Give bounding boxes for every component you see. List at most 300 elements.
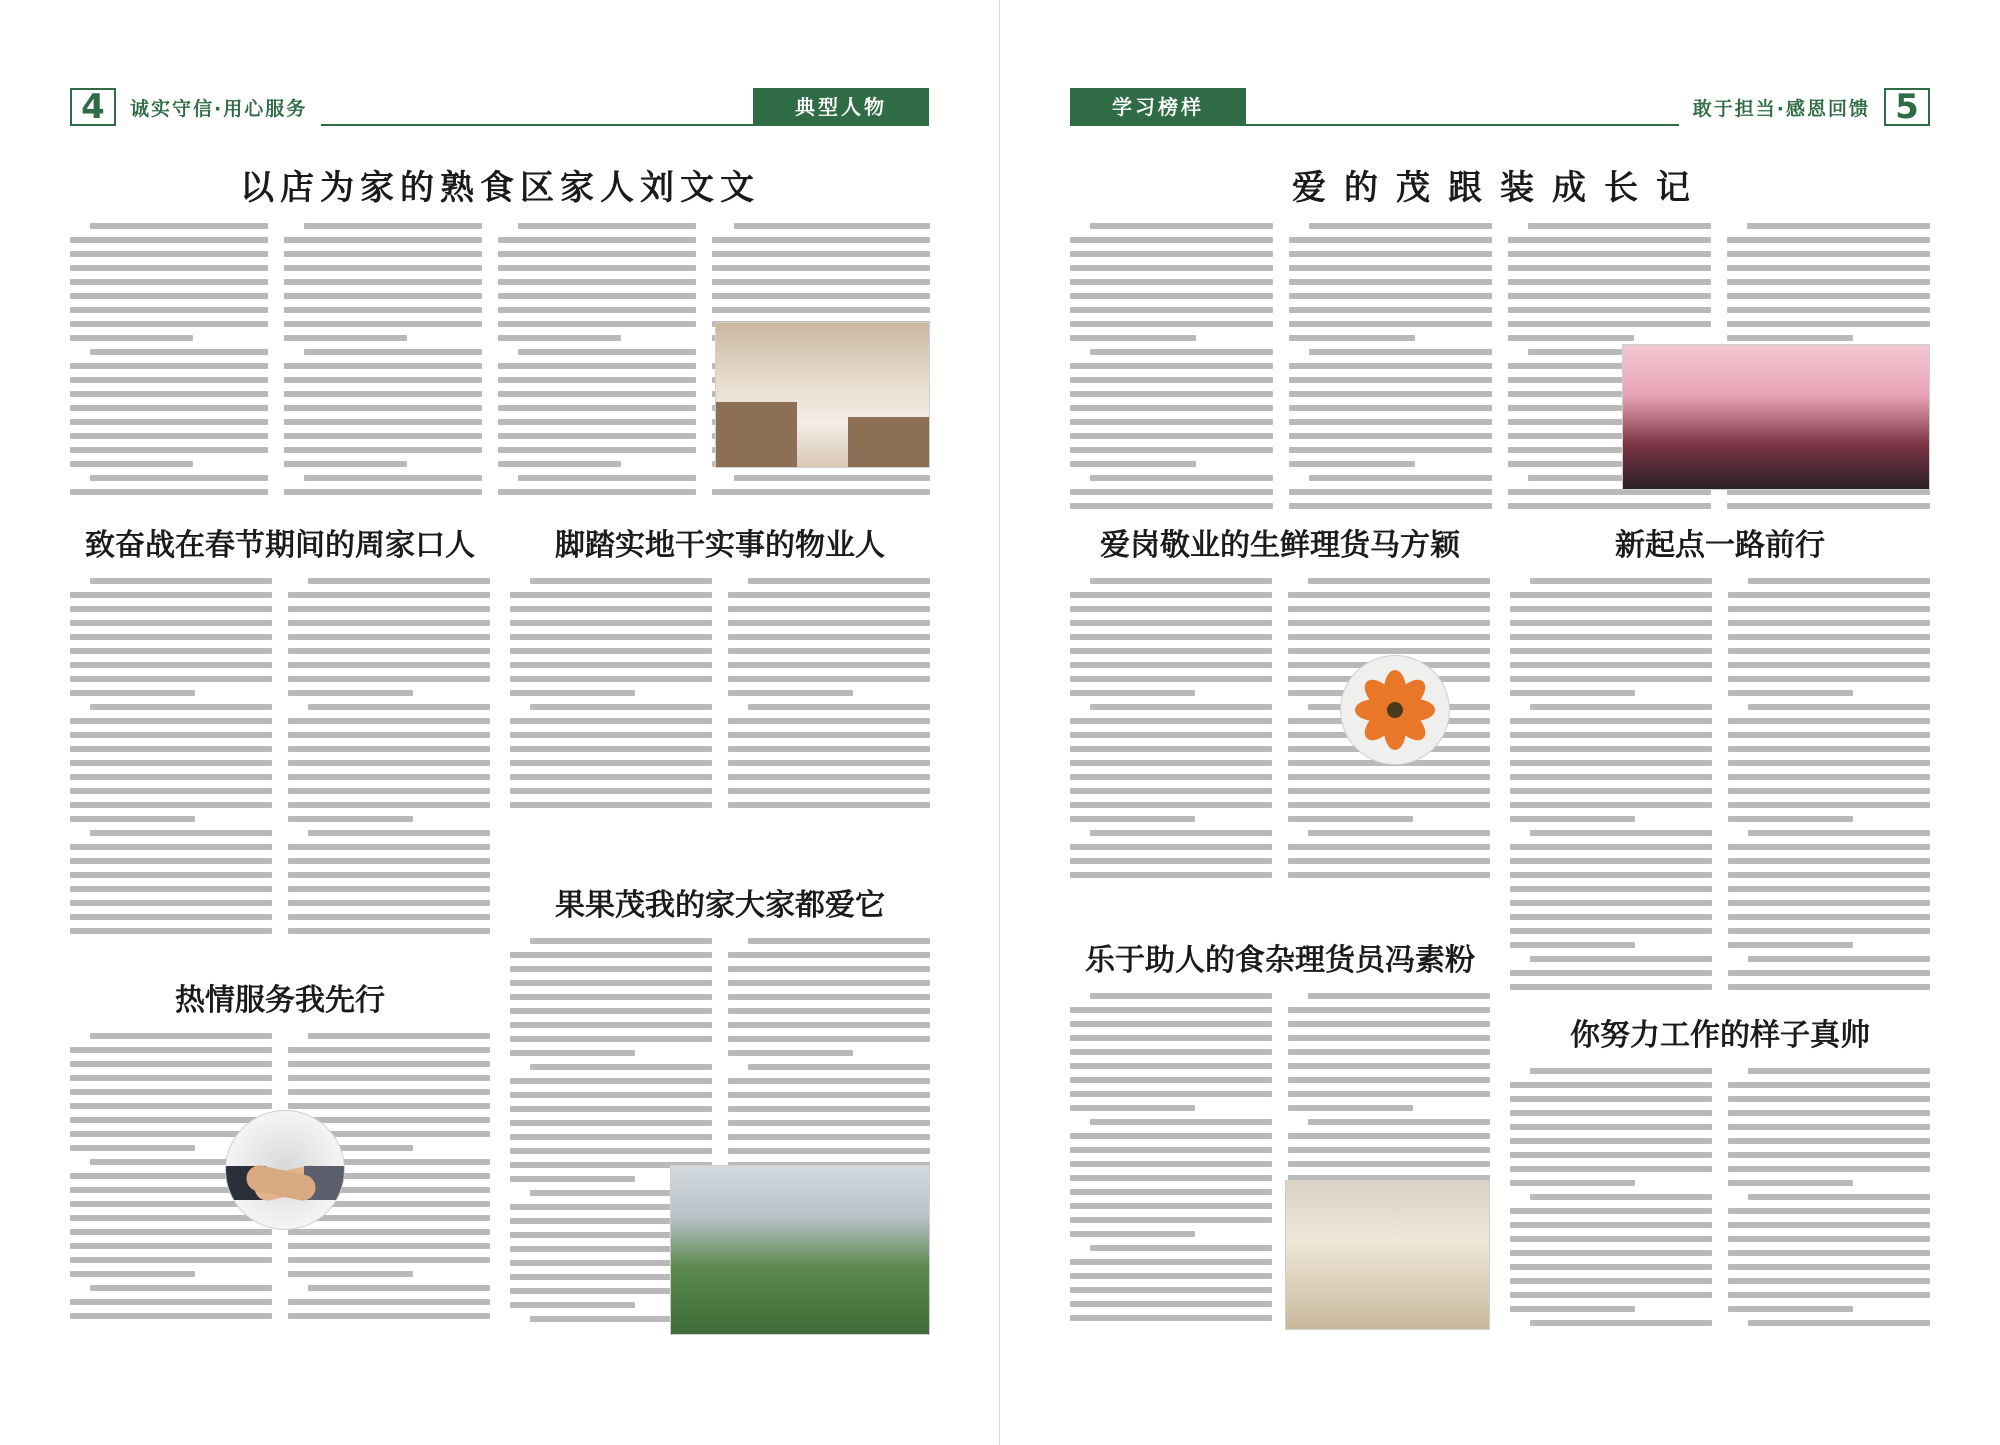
article-new-start bbox=[1510, 520, 1930, 998]
text-line bbox=[288, 662, 490, 668]
text-line bbox=[1510, 928, 1712, 934]
text-line bbox=[288, 900, 490, 906]
text-line bbox=[1728, 606, 1930, 612]
text-line bbox=[1090, 1245, 1272, 1251]
text-line bbox=[1728, 886, 1930, 892]
text-line bbox=[70, 592, 272, 598]
text-line bbox=[1728, 900, 1930, 906]
text-line bbox=[1510, 592, 1712, 598]
text-line bbox=[728, 774, 930, 780]
text-line bbox=[1510, 606, 1712, 612]
text-line bbox=[1728, 718, 1930, 724]
text-line bbox=[70, 293, 268, 299]
text-line bbox=[1510, 1222, 1712, 1228]
text-line bbox=[1070, 788, 1272, 794]
text-line bbox=[1510, 634, 1712, 640]
text-line bbox=[510, 1008, 712, 1014]
text-line bbox=[70, 461, 193, 467]
text-line bbox=[1090, 578, 1272, 584]
text-line bbox=[70, 746, 272, 752]
text-line bbox=[1747, 223, 1930, 229]
text-line bbox=[288, 788, 490, 794]
text-line bbox=[288, 1103, 490, 1109]
text-line bbox=[498, 391, 696, 397]
text-line bbox=[728, 1078, 930, 1084]
text-line bbox=[1728, 1236, 1930, 1242]
text-line bbox=[1309, 349, 1492, 355]
text-line bbox=[90, 223, 268, 229]
text-line bbox=[1727, 321, 1930, 327]
text-line bbox=[288, 1313, 490, 1319]
text-line bbox=[1510, 1110, 1712, 1116]
text-line bbox=[70, 886, 272, 892]
text-line bbox=[1510, 858, 1712, 864]
text-line bbox=[1510, 1152, 1712, 1158]
text-line bbox=[1090, 830, 1272, 836]
text-line bbox=[1728, 648, 1930, 654]
text-line bbox=[728, 1050, 853, 1056]
text-line bbox=[498, 461, 621, 467]
text-line bbox=[1510, 718, 1712, 724]
text-line bbox=[1508, 307, 1711, 313]
text-line bbox=[728, 952, 930, 958]
article-body bbox=[1510, 578, 1930, 998]
text-line bbox=[1070, 718, 1272, 724]
text-line bbox=[510, 1176, 635, 1182]
text-line bbox=[530, 578, 712, 584]
text-line bbox=[288, 1299, 490, 1305]
text-line bbox=[510, 1050, 635, 1056]
text-line bbox=[1070, 489, 1273, 495]
text-line bbox=[1090, 993, 1272, 999]
text-line bbox=[1530, 1068, 1712, 1074]
text-line bbox=[1727, 503, 1930, 509]
text-line bbox=[70, 1243, 272, 1249]
text-line bbox=[288, 816, 413, 822]
text-line bbox=[1070, 461, 1196, 467]
text-line bbox=[284, 251, 482, 257]
text-line bbox=[1728, 760, 1930, 766]
photo-plaza-crowd bbox=[670, 1165, 930, 1335]
text-line bbox=[284, 461, 407, 467]
text-line bbox=[1728, 914, 1930, 920]
text-line bbox=[1070, 377, 1273, 383]
text-line bbox=[1727, 279, 1930, 285]
text-line bbox=[728, 746, 930, 752]
text-line bbox=[510, 1092, 712, 1098]
text-line bbox=[1090, 349, 1273, 355]
text-line bbox=[1530, 704, 1712, 710]
text-line bbox=[1309, 223, 1492, 229]
text-line bbox=[510, 980, 712, 986]
text-line bbox=[510, 676, 712, 682]
text-line bbox=[1510, 1124, 1712, 1130]
article-headline: 你努力工作的样子真帅 bbox=[1570, 1018, 1870, 1053]
text-line bbox=[1728, 1222, 1930, 1228]
text-column bbox=[284, 223, 482, 503]
text-line bbox=[1070, 1203, 1272, 1209]
text-line bbox=[284, 293, 482, 299]
text-line bbox=[1728, 662, 1930, 668]
text-line bbox=[1728, 942, 1853, 948]
text-line bbox=[1510, 1278, 1712, 1284]
text-line bbox=[1748, 1320, 1930, 1326]
text-line bbox=[1530, 578, 1712, 584]
text-line bbox=[1289, 321, 1492, 327]
text-line bbox=[748, 938, 930, 944]
text-line bbox=[1288, 1021, 1490, 1027]
text-line bbox=[288, 914, 490, 920]
text-line bbox=[1510, 732, 1712, 738]
text-line bbox=[1289, 279, 1492, 285]
text-line bbox=[1070, 1105, 1195, 1111]
article-headline: 热情服务我先行 bbox=[175, 983, 385, 1018]
text-line bbox=[1508, 461, 1634, 467]
text-line bbox=[510, 718, 712, 724]
text-line bbox=[530, 704, 712, 710]
text-line bbox=[1289, 237, 1492, 243]
text-column bbox=[1070, 993, 1272, 1333]
text-line bbox=[728, 606, 930, 612]
text-line bbox=[1288, 802, 1490, 808]
text-line bbox=[728, 802, 930, 808]
text-line bbox=[1728, 858, 1930, 864]
text-line bbox=[1510, 690, 1635, 696]
text-line bbox=[1728, 872, 1930, 878]
text-line bbox=[70, 1047, 272, 1053]
text-line bbox=[510, 774, 712, 780]
text-line bbox=[1727, 293, 1930, 299]
text-line bbox=[1748, 1068, 1930, 1074]
text-line bbox=[288, 634, 490, 640]
text-line bbox=[728, 1092, 930, 1098]
text-line bbox=[1728, 1152, 1930, 1158]
text-line bbox=[712, 293, 930, 299]
article-headline: 爱岗敬业的生鲜理货马方颖 bbox=[1100, 528, 1460, 563]
text-line bbox=[1510, 662, 1712, 668]
text-line bbox=[288, 606, 490, 612]
text-line bbox=[1510, 900, 1712, 906]
text-line bbox=[1728, 1250, 1930, 1256]
text-line bbox=[1728, 1180, 1853, 1186]
text-line bbox=[748, 578, 930, 584]
text-line bbox=[70, 1257, 272, 1263]
text-line bbox=[288, 844, 490, 850]
text-line bbox=[1510, 1180, 1635, 1186]
text-line bbox=[1728, 1166, 1930, 1172]
text-line bbox=[498, 433, 696, 439]
text-line bbox=[510, 1148, 712, 1154]
text-line bbox=[1288, 606, 1490, 612]
text-line bbox=[1530, 1194, 1712, 1200]
text-line bbox=[1288, 620, 1490, 626]
text-line bbox=[498, 307, 696, 313]
text-line bbox=[1289, 293, 1492, 299]
text-line bbox=[1288, 1077, 1490, 1083]
text-line bbox=[1530, 956, 1712, 962]
text-line bbox=[1728, 984, 1930, 990]
text-line bbox=[1748, 578, 1930, 584]
text-line bbox=[1070, 251, 1273, 257]
text-line bbox=[1510, 760, 1712, 766]
text-line bbox=[1070, 321, 1273, 327]
text-line bbox=[1508, 279, 1711, 285]
text-line bbox=[728, 620, 930, 626]
text-line bbox=[90, 578, 272, 584]
text-line bbox=[510, 1022, 712, 1028]
text-line bbox=[1288, 648, 1490, 654]
text-line bbox=[1508, 265, 1711, 271]
photo-grocery-shelf bbox=[1285, 1180, 1490, 1330]
text-line bbox=[498, 293, 696, 299]
text-line bbox=[288, 858, 490, 864]
text-line bbox=[288, 746, 490, 752]
text-line bbox=[1070, 872, 1272, 878]
text-line bbox=[1508, 293, 1711, 299]
text-line bbox=[288, 1229, 490, 1235]
text-line bbox=[1748, 704, 1930, 710]
text-line bbox=[70, 1271, 195, 1277]
text-line bbox=[288, 760, 490, 766]
text-line bbox=[1070, 433, 1273, 439]
article-headline: 以店为家的熟食区家人刘文文 bbox=[240, 168, 760, 208]
text-line bbox=[1510, 774, 1712, 780]
text-line bbox=[498, 377, 696, 383]
text-line bbox=[1288, 872, 1490, 878]
text-line bbox=[70, 1117, 272, 1123]
text-line bbox=[1070, 1273, 1272, 1279]
article-body bbox=[510, 578, 930, 828]
text-line bbox=[70, 1299, 272, 1305]
text-line bbox=[498, 335, 621, 341]
text-line bbox=[734, 223, 930, 229]
text-line bbox=[70, 844, 272, 850]
text-line bbox=[70, 620, 272, 626]
text-line bbox=[728, 1148, 930, 1154]
text-line bbox=[1510, 1264, 1712, 1270]
text-line bbox=[1510, 1236, 1712, 1242]
text-line bbox=[1070, 634, 1272, 640]
text-line bbox=[1728, 802, 1930, 808]
text-line bbox=[1510, 746, 1712, 752]
text-line bbox=[288, 676, 490, 682]
text-line bbox=[70, 335, 193, 341]
text-line bbox=[1070, 592, 1272, 598]
text-line bbox=[1510, 648, 1712, 654]
text-line bbox=[304, 223, 482, 229]
text-line bbox=[728, 1134, 930, 1140]
text-line bbox=[1530, 1320, 1712, 1326]
text-line bbox=[284, 419, 482, 425]
text-line bbox=[728, 592, 930, 598]
text-line bbox=[308, 704, 490, 710]
text-line bbox=[1289, 447, 1492, 453]
text-line bbox=[1070, 363, 1273, 369]
text-line bbox=[288, 872, 490, 878]
text-line bbox=[1308, 830, 1490, 836]
text-line bbox=[1728, 1306, 1853, 1312]
page-slogan: 敢于担当·感恩回馈 bbox=[1692, 97, 1870, 120]
text-line bbox=[1510, 914, 1712, 920]
text-column bbox=[498, 223, 696, 503]
text-line bbox=[728, 676, 930, 682]
text-line bbox=[70, 634, 272, 640]
text-line bbox=[1288, 634, 1490, 640]
text-line bbox=[728, 1106, 930, 1112]
text-line bbox=[748, 1064, 930, 1070]
text-line bbox=[510, 662, 712, 668]
text-line bbox=[1510, 886, 1712, 892]
text-line bbox=[70, 872, 272, 878]
text-line bbox=[90, 704, 272, 710]
text-line bbox=[70, 928, 272, 934]
text-line bbox=[1070, 1091, 1272, 1097]
text-line bbox=[70, 858, 272, 864]
text-line bbox=[510, 952, 712, 958]
text-line bbox=[518, 349, 696, 355]
text-line bbox=[1728, 816, 1853, 822]
text-line bbox=[510, 592, 712, 598]
text-line bbox=[1728, 1292, 1930, 1298]
text-line bbox=[1530, 830, 1712, 836]
text-line bbox=[288, 690, 413, 696]
text-column bbox=[1070, 578, 1272, 898]
text-line bbox=[1510, 1096, 1712, 1102]
text-line bbox=[1510, 844, 1712, 850]
text-line bbox=[90, 1033, 272, 1039]
text-line bbox=[1727, 307, 1930, 313]
text-line bbox=[288, 1257, 490, 1263]
text-line bbox=[1727, 265, 1930, 271]
text-line bbox=[1070, 405, 1273, 411]
text-line bbox=[1070, 620, 1272, 626]
text-line bbox=[70, 718, 272, 724]
text-line bbox=[1070, 1021, 1272, 1027]
text-line bbox=[70, 265, 268, 271]
text-line bbox=[288, 1047, 490, 1053]
text-column bbox=[510, 578, 712, 828]
text-line bbox=[510, 1036, 712, 1042]
text-line bbox=[1728, 1082, 1930, 1088]
text-line bbox=[1308, 578, 1490, 584]
text-line bbox=[70, 363, 268, 369]
text-line bbox=[510, 1106, 712, 1112]
text-line bbox=[498, 279, 696, 285]
text-line bbox=[728, 1036, 930, 1042]
text-line bbox=[308, 830, 490, 836]
article-working-hard bbox=[1510, 1010, 1930, 1338]
text-line bbox=[1070, 419, 1273, 425]
text-line bbox=[1528, 223, 1711, 229]
text-line bbox=[304, 475, 482, 481]
text-line bbox=[1728, 634, 1930, 640]
text-line bbox=[1288, 816, 1413, 822]
text-line bbox=[1748, 830, 1930, 836]
text-line bbox=[1070, 503, 1273, 509]
text-line bbox=[70, 676, 272, 682]
text-line bbox=[1070, 1301, 1272, 1307]
text-line bbox=[1288, 1105, 1413, 1111]
text-line bbox=[288, 928, 490, 934]
text-line bbox=[1728, 1208, 1930, 1214]
text-line bbox=[510, 1302, 635, 1308]
text-line bbox=[70, 447, 268, 453]
text-line bbox=[1288, 788, 1490, 794]
text-line bbox=[1728, 1124, 1930, 1130]
text-line bbox=[70, 802, 272, 808]
header-rule bbox=[321, 88, 753, 126]
text-line bbox=[1289, 307, 1492, 313]
text-line bbox=[1510, 620, 1712, 626]
section-label: 典型人物 bbox=[753, 88, 929, 126]
text-line bbox=[1070, 746, 1272, 752]
article-property-staff bbox=[510, 520, 930, 828]
text-line bbox=[1510, 984, 1712, 990]
text-line bbox=[70, 251, 268, 257]
text-line bbox=[70, 648, 272, 654]
text-line bbox=[1288, 1091, 1490, 1097]
article-headline: 果果茂我的家大家都爱它 bbox=[555, 888, 885, 923]
text-line bbox=[1728, 970, 1930, 976]
page-5-header bbox=[1070, 88, 1930, 126]
text-line bbox=[90, 830, 272, 836]
text-line bbox=[498, 363, 696, 369]
text-line bbox=[1070, 1161, 1272, 1167]
text-line bbox=[90, 349, 268, 355]
text-line bbox=[70, 690, 195, 696]
text-line bbox=[1070, 760, 1272, 766]
text-line bbox=[1090, 1119, 1272, 1125]
text-line bbox=[1728, 844, 1930, 850]
text-line bbox=[1309, 475, 1492, 481]
text-line bbox=[1510, 1306, 1635, 1312]
text-column bbox=[288, 578, 490, 948]
text-line bbox=[70, 1145, 195, 1151]
text-line bbox=[498, 405, 696, 411]
text-line bbox=[498, 419, 696, 425]
text-line bbox=[498, 265, 696, 271]
text-line bbox=[70, 1089, 272, 1095]
photo-orange-flower bbox=[1340, 655, 1450, 765]
text-line bbox=[1510, 802, 1712, 808]
text-line bbox=[510, 606, 712, 612]
text-line bbox=[734, 475, 930, 481]
text-line bbox=[1070, 265, 1273, 271]
page-4-header bbox=[70, 88, 929, 126]
text-line bbox=[1070, 1049, 1272, 1055]
text-line bbox=[1508, 335, 1634, 341]
text-line bbox=[1728, 732, 1930, 738]
text-line bbox=[1289, 335, 1415, 341]
text-line bbox=[1070, 391, 1273, 397]
text-line bbox=[498, 489, 696, 495]
text-line bbox=[510, 1120, 712, 1126]
text-line bbox=[712, 237, 930, 243]
text-line bbox=[728, 1022, 930, 1028]
text-line bbox=[288, 886, 490, 892]
text-line bbox=[510, 620, 712, 626]
page-5 bbox=[1000, 0, 2000, 1445]
text-column bbox=[1289, 223, 1492, 523]
text-line bbox=[288, 648, 490, 654]
text-line bbox=[518, 223, 696, 229]
text-line bbox=[1070, 1287, 1272, 1293]
text-line bbox=[1508, 321, 1711, 327]
text-line bbox=[1289, 503, 1492, 509]
text-line bbox=[90, 475, 268, 481]
text-line bbox=[70, 788, 272, 794]
text-line bbox=[1510, 676, 1712, 682]
